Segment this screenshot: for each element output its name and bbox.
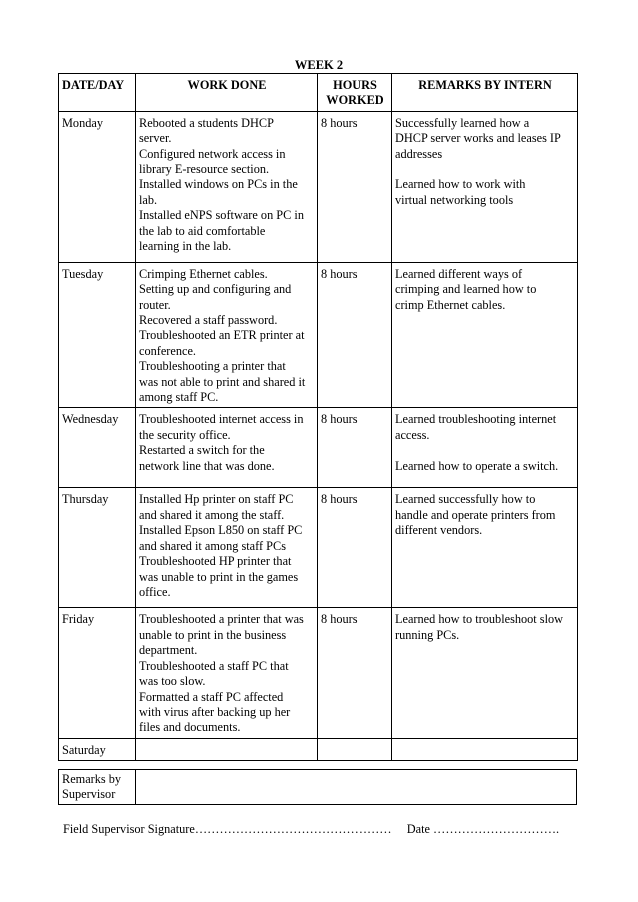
signature-label: Field Supervisor Signature xyxy=(63,822,195,836)
work-line: lab. xyxy=(139,192,158,207)
remark-line: crimp Ethernet cables. xyxy=(395,297,506,312)
date-label: Date xyxy=(406,822,430,836)
work-line: Troubleshooted HP printer that xyxy=(139,554,292,569)
signature-dots[interactable]: ………………………………………… xyxy=(194,822,392,836)
work-line: among staff PC. xyxy=(139,390,219,405)
remark-line: access. xyxy=(395,427,430,442)
remark-line: Successfully learned how a xyxy=(395,115,530,130)
work-line: Troubleshooted internet access in xyxy=(139,412,304,427)
work-line: Crimping Ethernet cables. xyxy=(139,266,268,281)
hours-cell: 8 hours xyxy=(318,111,392,262)
work-line: Installed Hp printer on staff PC xyxy=(139,492,294,507)
header-work-done: WORK DONE xyxy=(136,74,318,112)
day-cell: Saturday xyxy=(59,738,136,760)
work-line: and shared it among staff PCs xyxy=(139,538,286,553)
work-line: was too slow. xyxy=(139,674,206,689)
remark-line: virtual networking tools xyxy=(395,192,514,207)
table-row xyxy=(59,111,578,262)
table-row xyxy=(59,408,578,488)
remark-line: different vendors. xyxy=(395,523,483,538)
supervisor-label-line1: Remarks by xyxy=(62,772,122,786)
remarks-cell xyxy=(392,738,578,760)
work-line: router. xyxy=(139,297,171,312)
table-row xyxy=(59,488,578,608)
remark-line: Learned different ways of xyxy=(395,266,523,281)
supervisor-label-line2: Supervisor xyxy=(62,787,116,801)
table-row xyxy=(59,738,578,760)
work-done-cell xyxy=(136,488,318,608)
hours-cell: 8 hours xyxy=(318,262,392,408)
work-done-cell xyxy=(136,408,318,488)
remark-line: handle and operate printers from xyxy=(395,507,556,522)
day-cell: Friday xyxy=(59,608,136,738)
work-done-cell xyxy=(136,608,318,738)
work-line: was not able to print and shared it xyxy=(139,374,306,389)
work-line: Troubleshooting a printer that xyxy=(139,359,286,374)
remark-line: Learned how to work with xyxy=(395,177,526,192)
header-date: DATE/DAY xyxy=(59,74,136,112)
work-line: Installed eNPS software on PC in xyxy=(139,208,304,223)
day-cell: Monday xyxy=(59,111,136,262)
work-line: Troubleshooted an ETR printer at xyxy=(139,328,305,343)
work-line: Rebooted a students DHCP xyxy=(139,115,274,130)
day-cell: Tuesday xyxy=(59,262,136,408)
date-dots[interactable]: …………………………. xyxy=(433,822,560,836)
work-line: Troubleshooted a printer that was xyxy=(139,612,304,627)
remark-line: DHCP server works and leases IP xyxy=(395,131,561,146)
remark-line: running PCs. xyxy=(395,627,460,642)
week-title: WEEK 2 xyxy=(294,58,344,72)
work-line: conference. xyxy=(139,343,196,358)
work-line: with virus after backing up her xyxy=(139,704,291,719)
signature-line xyxy=(63,822,559,837)
hours-cell: 8 hours xyxy=(318,408,392,488)
work-done-cell xyxy=(136,111,318,262)
header-hours-worked xyxy=(318,74,392,112)
remark-line: Learned troubleshooting internet xyxy=(395,412,557,427)
day-cell: Wednesday xyxy=(59,408,136,488)
day-cell: Thursday xyxy=(59,488,136,608)
work-line: server. xyxy=(139,131,172,146)
work-line: was unable to print in the games xyxy=(139,569,299,584)
work-line: Troubleshooted a staff PC that xyxy=(139,658,289,673)
work-line: library E-resource section. xyxy=(139,162,270,177)
supervisor-remarks-field[interactable] xyxy=(136,770,577,805)
hours-cell xyxy=(318,738,392,760)
supervisor-remarks-label xyxy=(59,770,136,805)
work-line: Installed Epson L850 on staff PC xyxy=(139,523,303,538)
header-remarks: REMARKS BY INTERN xyxy=(392,74,578,112)
work-line: Formatted a staff PC affected xyxy=(139,689,284,704)
remark-line: crimping and learned how to xyxy=(395,282,537,297)
work-line: Setting up and configuring and xyxy=(139,282,292,297)
remark-line: Learned successfully how to xyxy=(395,492,536,507)
work-done-cell xyxy=(136,262,318,408)
work-line: network line that was done. xyxy=(139,458,275,473)
work-line: and shared it among the staff. xyxy=(139,507,285,522)
work-line: Recovered a staff password. xyxy=(139,313,278,328)
remarks-cell xyxy=(392,111,578,262)
table-row xyxy=(59,262,578,408)
work-line: Restarted a switch for the xyxy=(139,443,265,458)
remarks-cell xyxy=(392,408,578,488)
work-line: Installed windows on PCs in the xyxy=(139,177,298,192)
table-row xyxy=(59,608,578,738)
remark-line: Learned how to operate a switch. xyxy=(395,458,559,473)
hours-cell: 8 hours xyxy=(318,488,392,608)
work-line: files and documents. xyxy=(139,720,241,735)
weekly-log-table xyxy=(58,73,578,761)
remarks-cell xyxy=(392,262,578,408)
remark-spacer xyxy=(395,443,575,458)
work-line: the lab to aid comfortable xyxy=(139,223,266,238)
table-header-row xyxy=(59,74,578,112)
work-line: unable to print in the business xyxy=(139,627,287,642)
work-line: the security office. xyxy=(139,427,231,442)
remark-line: Learned how to troubleshoot slow xyxy=(395,612,564,627)
supervisor-remarks-table xyxy=(58,769,577,805)
hours-cell: 8 hours xyxy=(318,608,392,738)
work-done-cell xyxy=(136,738,318,760)
remark-spacer xyxy=(395,162,575,177)
work-line: office. xyxy=(139,584,171,599)
work-line: learning in the lab. xyxy=(139,239,232,254)
remark-line: addresses xyxy=(395,146,443,161)
work-line: department. xyxy=(139,643,198,658)
work-line: Configured network access in xyxy=(139,146,286,161)
header-hours-line1: HOURS xyxy=(333,78,377,92)
remarks-cell xyxy=(392,488,578,608)
header-hours-line2: WORKED xyxy=(326,93,384,108)
remarks-cell xyxy=(392,608,578,738)
